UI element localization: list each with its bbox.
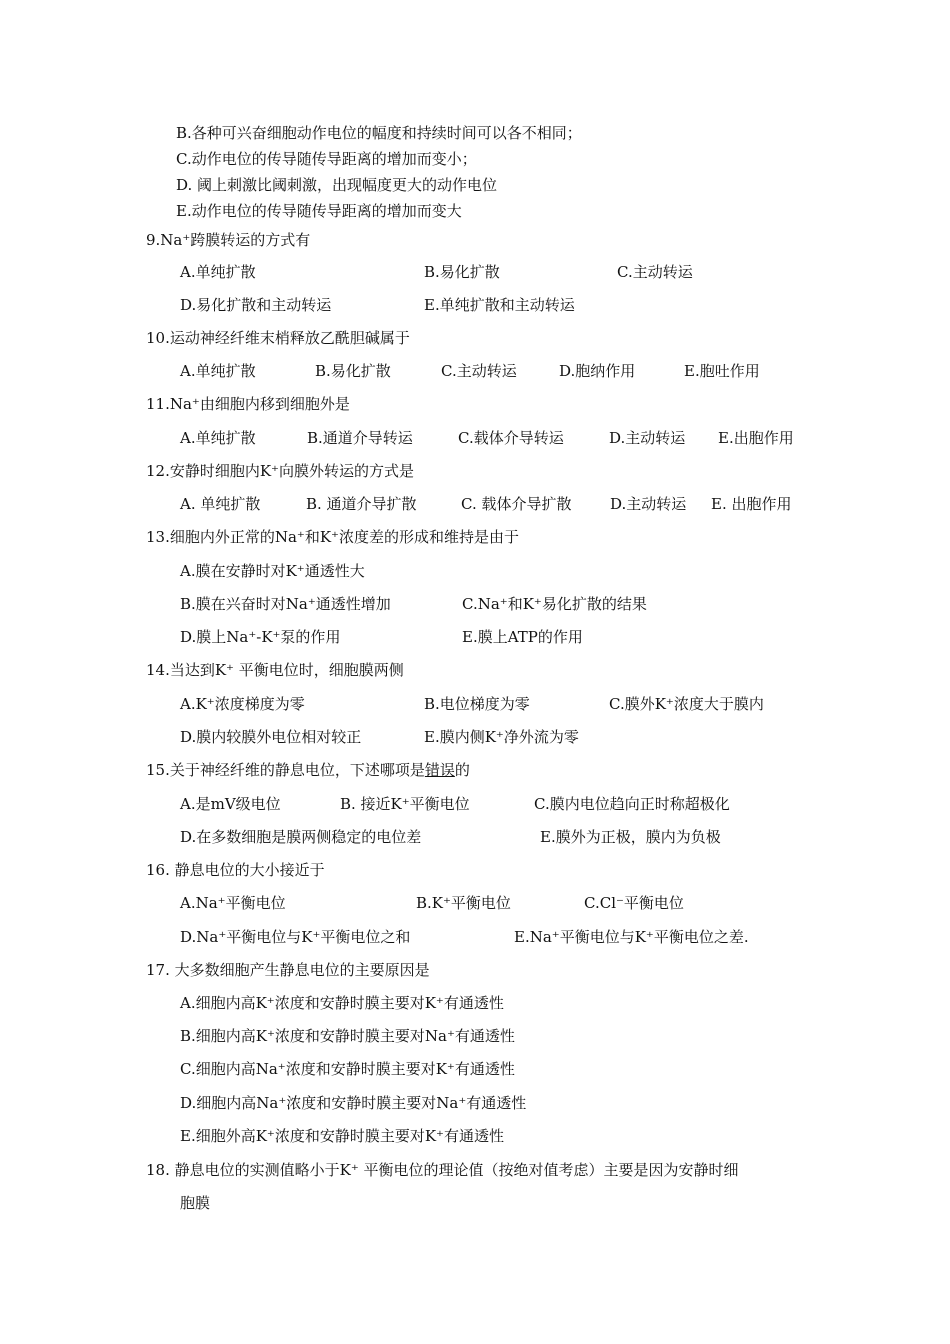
q17-option-b: B.细胞内高K⁺浓度和安静时膜主要对Na⁺有通透性 bbox=[180, 1027, 515, 1045]
q16-option-c: C.Cl⁻平衡电位 bbox=[584, 894, 684, 912]
q10-option-a: A.单纯扩散 bbox=[180, 362, 256, 380]
q11-option-a: A.单纯扩散 bbox=[180, 429, 256, 447]
q10-option-e: E.胞吐作用 bbox=[684, 362, 760, 380]
q12-stem: 12.安静时细胞内K⁺向膜外转运的方式是 bbox=[146, 462, 414, 480]
q9-stem: 9.Na⁺跨膜转运的方式有 bbox=[146, 231, 311, 249]
q8-option-b: B.各种可兴奋细胞动作电位的幅度和持续时间可以各不相同； bbox=[176, 124, 582, 142]
q10-option-b: B.易化扩散 bbox=[315, 362, 391, 380]
q14-option-b: B.电位梯度为零 bbox=[424, 695, 530, 713]
q17-option-c: C.细胞内高Na⁺浓度和安静时膜主要对K⁺有通透性 bbox=[180, 1060, 515, 1078]
q14-option-d: D.膜内较膜外电位相对较正 bbox=[180, 728, 362, 746]
q15-option-a: A.是mV级电位 bbox=[180, 795, 281, 813]
q8-option-d: D. 阈上刺激比阈刺激，出现幅度更大的动作电位 bbox=[176, 176, 498, 194]
q11-option-e: E.出胞作用 bbox=[718, 429, 794, 447]
q15-option-e: E.膜外为正极，膜内为负极 bbox=[540, 828, 721, 846]
q16-stem: 16. 静息电位的大小接近于 bbox=[146, 861, 325, 879]
q12-option-e: E. 出胞作用 bbox=[711, 495, 792, 513]
q15-option-b: B. 接近K⁺平衡电位 bbox=[340, 795, 470, 813]
q17-stem: 17. 大多数细胞产生静息电位的主要原因是 bbox=[146, 961, 430, 979]
q15-option-c: C.膜内电位趋向正时称超极化 bbox=[534, 795, 730, 813]
q15-stem bbox=[146, 760, 470, 780]
q16-option-d: D.Na⁺平衡电位与K⁺平衡电位之和 bbox=[180, 928, 411, 946]
q14-option-c: C.膜外K⁺浓度大于膜内 bbox=[609, 695, 764, 713]
q17-option-a: A.细胞内高K⁺浓度和安静时膜主要对K⁺有通透性 bbox=[180, 994, 504, 1012]
q16-option-e: E.Na⁺平衡电位与K⁺平衡电位之差. bbox=[514, 928, 749, 946]
q15-stem-suffix: 的 bbox=[454, 761, 470, 779]
q12-option-d: D.主动转运 bbox=[610, 495, 687, 513]
q9-option-a: A.单纯扩散 bbox=[180, 263, 256, 281]
q11-option-d: D.主动转运 bbox=[609, 429, 686, 447]
q15-stem-emphasis: 错误 bbox=[424, 761, 455, 779]
q10-option-c: C.主动转运 bbox=[441, 362, 517, 380]
q15-option-d: D.在多数细胞是膜两侧稳定的电位差 bbox=[180, 828, 422, 846]
q13-option-b: B.膜在兴奋时对Na⁺通透性增加 bbox=[180, 595, 391, 613]
q18-stem-line-2: 胞膜 bbox=[180, 1194, 211, 1212]
q18-stem-line-1: 18. 静息电位的实测值略小于K⁺ 平衡电位的理论值（按绝对值考虑）主要是因为安静时细 bbox=[146, 1161, 739, 1179]
q13-option-c: C.Na⁺和K⁺易化扩散的结果 bbox=[462, 595, 647, 613]
q14-option-e: E.膜内侧K⁺净外流为零 bbox=[424, 728, 579, 746]
q11-stem: 11.Na⁺由细胞内移到细胞外是 bbox=[146, 395, 350, 413]
q14-stem: 14.当达到K⁺ 平衡电位时，细胞膜两侧 bbox=[146, 661, 404, 679]
q12-option-a: A. 单纯扩散 bbox=[180, 495, 261, 513]
q9-option-b: B.易化扩散 bbox=[424, 263, 500, 281]
q16-option-a: A.Na⁺平衡电位 bbox=[180, 894, 286, 912]
q17-option-d: D.细胞内高Na⁺浓度和安静时膜主要对Na⁺有通透性 bbox=[180, 1094, 527, 1112]
q11-option-b: B.通道介导转运 bbox=[307, 429, 413, 447]
q13-option-e: E.膜上ATP的作用 bbox=[462, 628, 583, 646]
q12-option-b: B. 通道介导扩散 bbox=[306, 495, 417, 513]
q13-option-a: A.膜在安静时对K⁺通透性大 bbox=[180, 562, 365, 580]
q10-stem: 10.运动神经纤维末梢释放乙酰胆碱属于 bbox=[146, 329, 410, 347]
q9-option-e: E.单纯扩散和主动转运 bbox=[424, 296, 575, 314]
q9-option-d: D.易化扩散和主动转运 bbox=[180, 296, 332, 314]
q13-option-d: D.膜上Na⁺-K⁺泵的作用 bbox=[180, 628, 341, 646]
q10-option-d: D.胞纳作用 bbox=[559, 362, 636, 380]
q9-option-c: C.主动转运 bbox=[617, 263, 693, 281]
q16-option-b: B.K⁺平衡电位 bbox=[416, 894, 511, 912]
q17-option-e: E.细胞外高K⁺浓度和安静时膜主要对K⁺有通透性 bbox=[180, 1127, 504, 1145]
q13-stem: 13.细胞内外正常的Na⁺和K⁺浓度差的形成和维持是由于 bbox=[146, 528, 519, 546]
q8-option-e: E.动作电位的传导随传导距离的增加而变大 bbox=[176, 202, 462, 220]
q12-option-c: C. 载体介导扩散 bbox=[461, 495, 572, 513]
q8-option-c: C.动作电位的传导随传导距离的增加而变小； bbox=[176, 150, 477, 168]
q15-stem-prefix: 15.关于神经纤维的静息电位，下述哪项是 bbox=[146, 761, 425, 779]
q14-option-a: A.K⁺浓度梯度为零 bbox=[180, 695, 305, 713]
q11-option-c: C.载体介导转运 bbox=[458, 429, 564, 447]
